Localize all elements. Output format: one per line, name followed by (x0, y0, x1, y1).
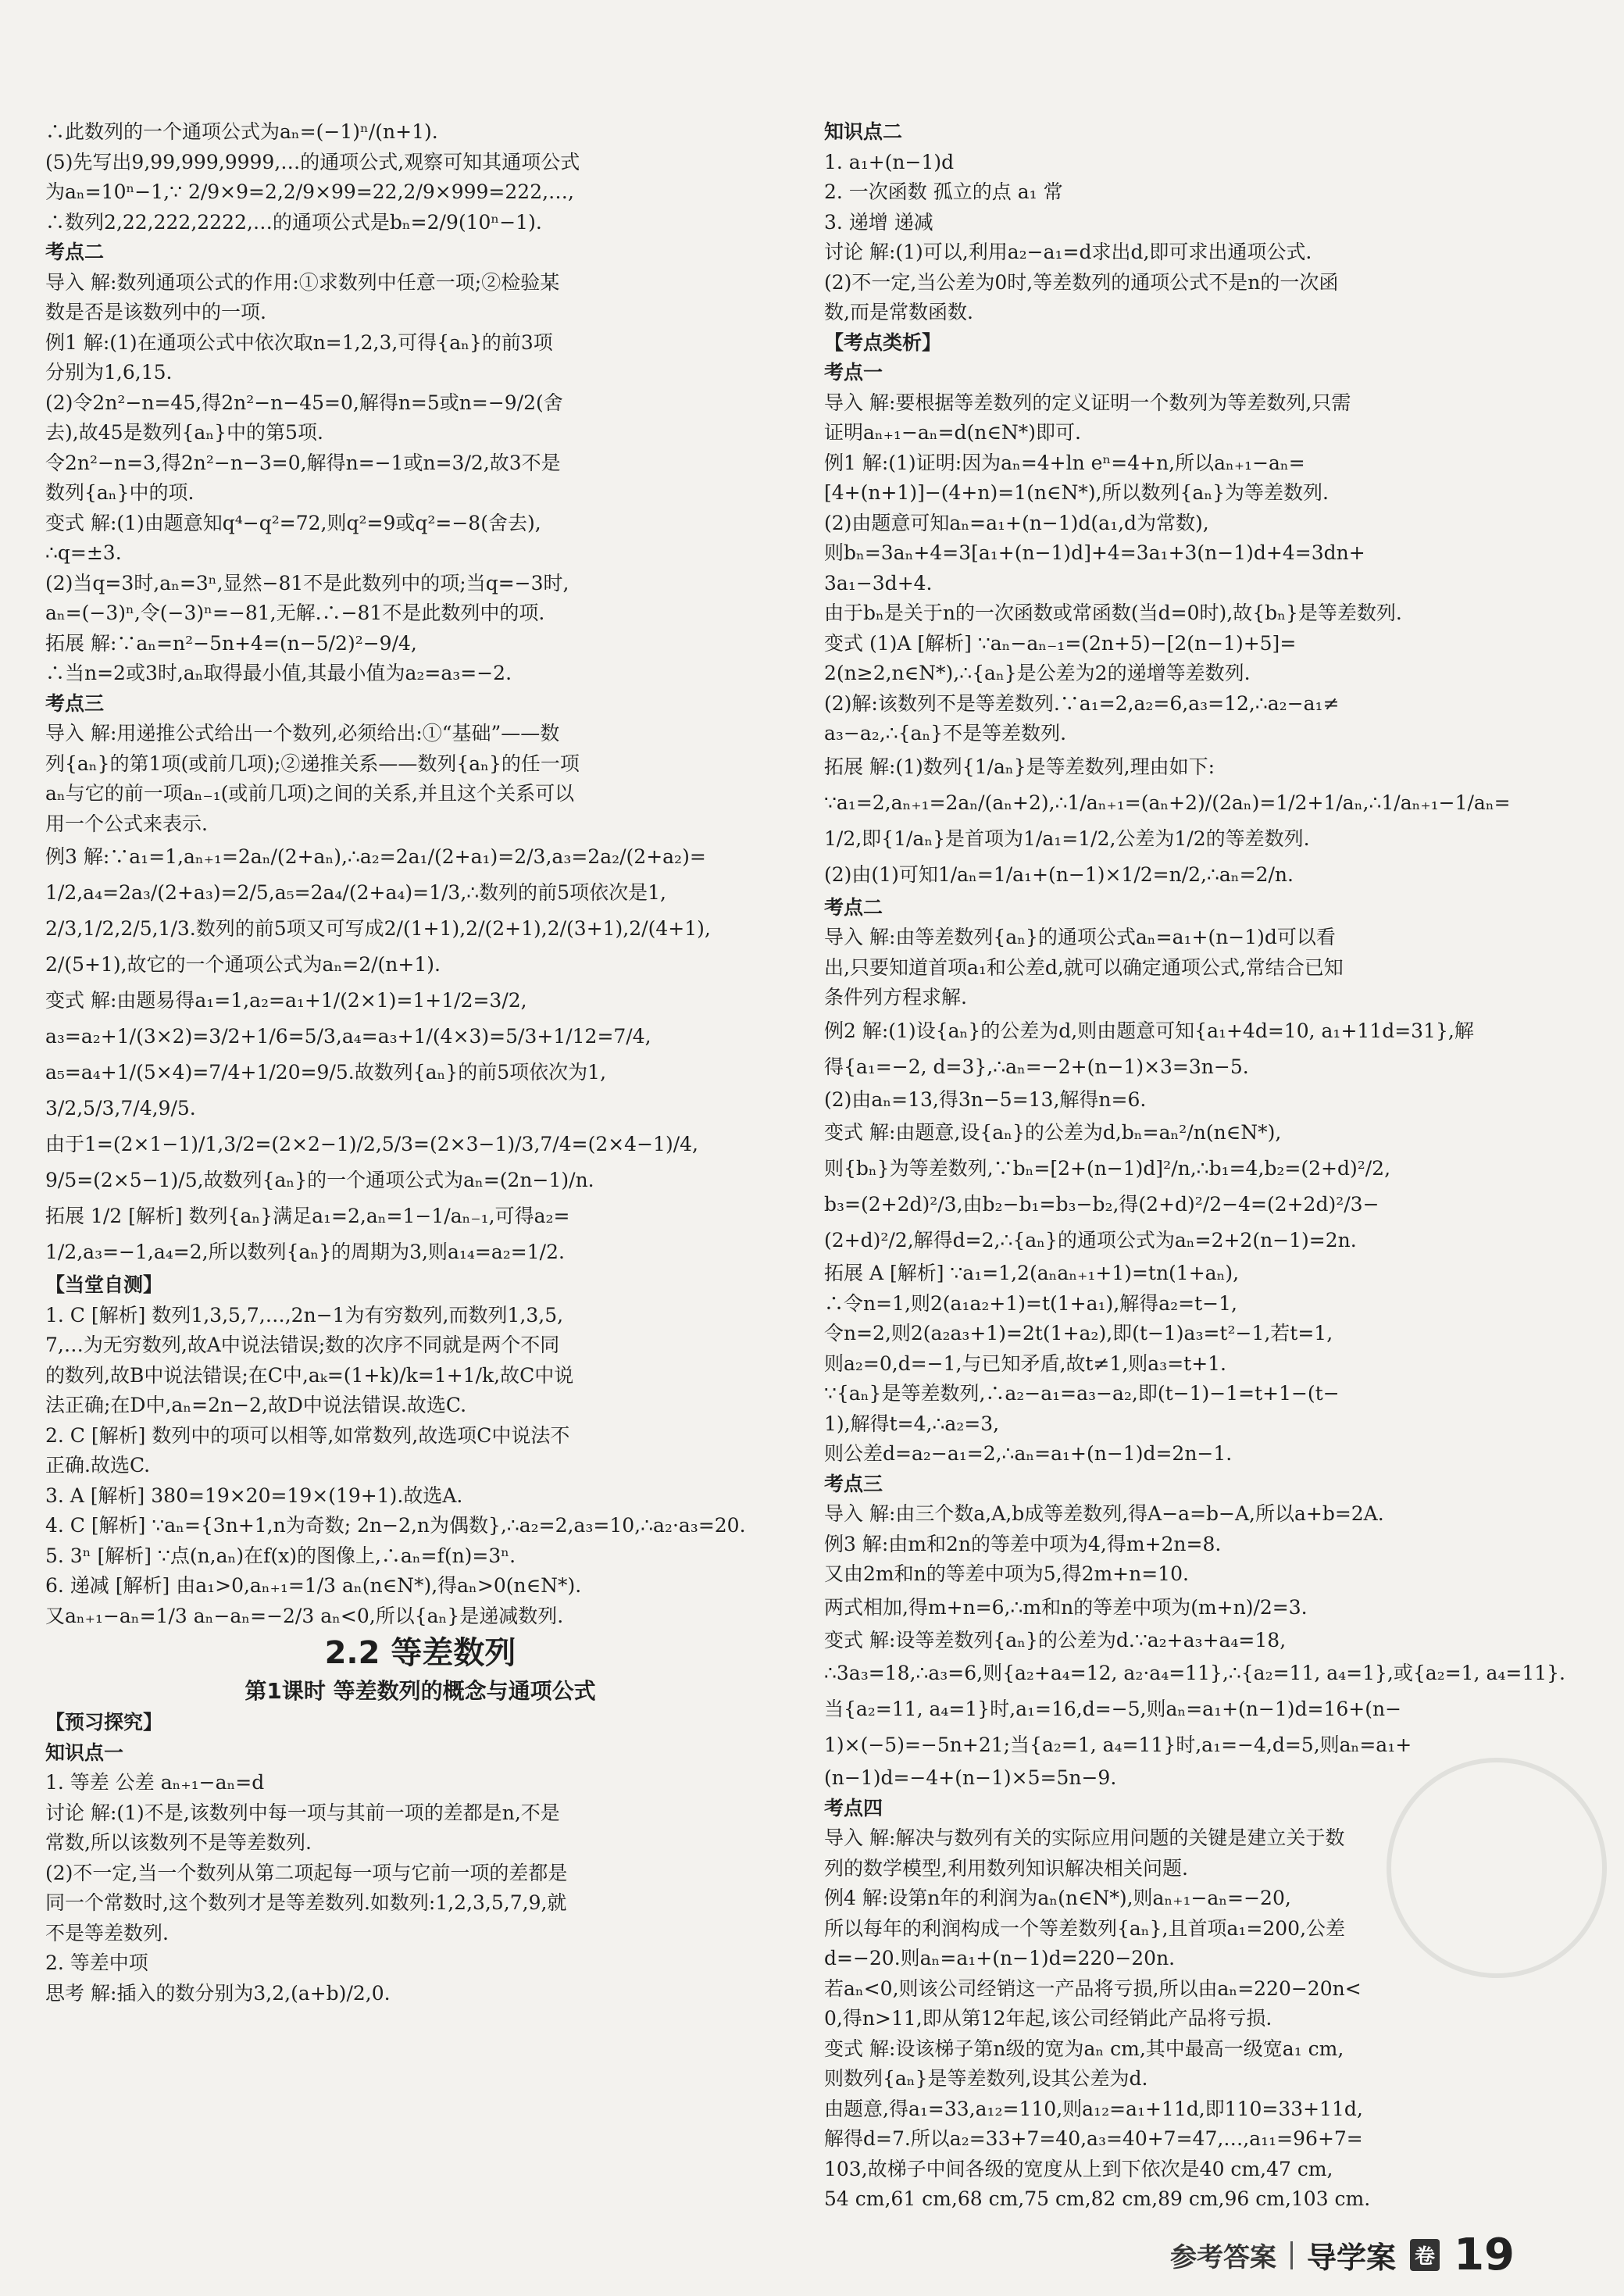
text-line: ∴q=±3. (45, 541, 122, 564)
text-line: 数是否是该数列中的一项. (45, 301, 266, 323)
text-line: 分别为1,6,15. (45, 361, 173, 384)
text-line: 列的数学模型,利用数列知识解决相关问题. (824, 1856, 1188, 1880)
text-line: 则bₙ=3aₙ+4=3[a₁+(n−1)d]+4=3a₁+3(n−1)d+4=3dn+ (824, 541, 1365, 564)
text-line: 1. a₁+(n−1)d (824, 150, 955, 173)
text-line: (2)不一定,当公差为0时,等差数列的通项公式不是n的一次函 (824, 270, 1339, 294)
footer-divider (1290, 2241, 1293, 2269)
text-line: ∴3a₃=18,∴a₃=6,则{a₂+a₄=12, a₂·a₄=11},∴{a₂=11, a₄=1},或{a₂=1, a₄=11}. (824, 1662, 1565, 1684)
text-line: (5)先写出9,99,999,9999,…的通项公式,观察可知其通项公式 (45, 150, 580, 173)
text-line: 导入 解:解决与数列有关的实际应用问题的关键是建立关于数 (824, 1826, 1345, 1849)
text-line: 2. 一次函数 孤立的点 a₁ 常 (824, 180, 1063, 203)
text-line: 变式 解:设等差数列{aₙ}的公差为d.∵a₂+a₃+a₄=18, (824, 1628, 1287, 1651)
text-line: 例1 解:(1)证明:因为aₙ=4+ln eⁿ=4+n,所以aₙ₊₁−aₙ= (824, 451, 1305, 474)
text-line: 则{bₙ}为等差数列,∵bₙ=[2+(n−1)d]²/n,∴b₁=4,b₂=(2+d)²/2, (824, 1157, 1391, 1180)
section-heading: 【预习探究】 (45, 1711, 163, 1734)
text-line: 所以每年的利润构成一个等差数列{aₙ},且首项a₁=200,公差 (824, 1916, 1346, 1940)
section-heading: 考点四 (824, 1796, 883, 1819)
section-heading: 【考点类析】 (824, 330, 942, 354)
footer-juan-badge: 卷 (1410, 2239, 1440, 2271)
text-line: 4. C [解析] ∵aₙ={3n+1,n为奇数; 2n−2,n为偶数},∴a₂=2,a₃=10,∴a₂·a₃=20. (45, 1514, 746, 1537)
text-line: 0,得n>11,即从第12年起,该公司经销此产品将亏损. (824, 2007, 1272, 2030)
text-line: 5. 3ⁿ [解析] ∵点(n,aₙ)在f(x)的图像上,∴aₙ=f(n)=3ⁿ. (45, 1544, 516, 1567)
text-line: (2+d)²/2,解得d=2,∴{aₙ}的通项公式为aₙ=2+2(n−1)=2n. (824, 1229, 1357, 1252)
section-heading: 考点三 (824, 1472, 883, 1495)
text-line: 2(n≥2,n∈N*),∴{aₙ}是公差为2的递增等差数列. (824, 662, 1251, 684)
text-line: 用一个公式来表示. (45, 812, 208, 835)
text-line: 拓展 解:(1)数列{1/aₙ}是等差数列,理由如下: (824, 755, 1215, 778)
text-line: a₅=a₄+1/(5×4)=7/4+1/20=9/5.故数列{aₙ}的前5项依次为1, (45, 1061, 607, 1084)
text-line: 拓展 A [解析] ∵a₁=1,2(aₙaₙ₊₁+1)=tn(1+aₙ), (824, 1262, 1240, 1284)
text-line: 例1 解:(1)在通项公式中依次取n=1,2,3,可得{aₙ}的前3项 (45, 330, 553, 354)
section-heading: 知识点二 (824, 120, 903, 143)
text-line: 讨论 解:(1)可以,利用a₂−a₁=d求出d,即可求出通项公式. (824, 241, 1312, 263)
text-line: 1. 等差 公差 aₙ₊₁−aₙ=d (45, 1771, 265, 1794)
text-line: 导入 解:数列通项公式的作用:①求数列中任意一项;②检验某 (45, 270, 560, 294)
text-line: 由于1=(2×1−1)/1,3/2=(2×2−1)/2,5/3=(2×3−1)/3,7/4=(2×4−1)/4, (45, 1133, 698, 1155)
text-line: 导入 解:用递推公式给出一个数列,必须给出:①“基础”——数 (45, 722, 560, 745)
lesson-title: 2.2 等差数列 (324, 1635, 516, 1671)
text-line: 例2 解:(1)设{aₙ}的公差为d,则由题意可知{a₁+4d=10, a₁+11d=31},解 (824, 1019, 1474, 1042)
text-line: 拓展 解:∵aₙ=n²−5n+4=(n−5/2)²−9/4, (45, 631, 417, 655)
text-line: 不是等差数列. (45, 1921, 169, 1944)
text-line: 9/5=(2×5−1)/5,故数列{aₙ}的一个通项公式为aₙ=(2n−1)/n. (45, 1169, 594, 1191)
text-line: 去),故45是数列{aₙ}中的第5项. (45, 421, 323, 444)
text-line: aₙ与它的前一项aₙ₋₁(或前几项)之间的关系,并且这个关系可以 (45, 782, 575, 805)
text-line: 例3 解:由m和2n的等差中项为4,得m+2n=8. (824, 1532, 1222, 1555)
text-line: 变式 解:设该梯子第n级的宽为aₙ cm,其中最高一级宽a₁ cm, (824, 2037, 1344, 2060)
text-line: 则公差d=a₂−a₁=2,∴aₙ=a₁+(n−1)d=2n−1. (824, 1442, 1233, 1465)
section-heading: 知识点一 (45, 1741, 124, 1764)
footer-label: 参考答案 (1170, 2242, 1277, 2273)
text-line: 3/2,5/3,7/4,9/5. (45, 1097, 196, 1119)
text-line: 2. 等差中项 (45, 1951, 148, 1974)
section-heading: 考点一 (824, 361, 883, 384)
text-line: 同一个常数时,这个数列才是等差数列.如数列:1,2,3,5,7,9,就 (45, 1891, 567, 1914)
text-line: 变式 (1)A [解析] ∵aₙ−aₙ₋₁=(2n+5)−[2(n−1)+5]= (824, 631, 1297, 655)
text-line: ∴数列2,22,222,2222,…的通项公式是bₙ=2/9(10ⁿ−1). (45, 210, 542, 234)
text-line: 导入 解:由等差数列{aₙ}的通项公式aₙ=a₁+(n−1)d可以看 (824, 926, 1336, 948)
text-line: 导入 解:由三个数a,A,b成等差数列,得A−a=b−A,所以a+b=2A. (824, 1502, 1384, 1525)
text-line: a₃=a₂+1/(3×2)=3/2+1/6=5/3,a₄=a₃+1/(4×3)=5/3+1/12=7/4, (45, 1025, 651, 1048)
text-line: 若aₙ<0,则该公司经销这一产品将亏损,所以由aₙ=220−20n< (824, 1976, 1362, 2000)
text-line: [4+(n+1)]−(4+n)=1(n∈N*),所以数列{aₙ}为等差数列. (824, 481, 1329, 504)
text-line: 变式 解:(1)由题意知q⁴−q²=72,则q²=9或q²=−8(舍去), (45, 511, 541, 534)
text-line: 出,只要知道首项a₁和公差d,就可以确定通项公式,常结合已知 (824, 955, 1344, 979)
text-line: ∴当n=2或3时,aₙ取得最小值,其最小值为a₂=a₃=−2. (45, 662, 512, 684)
section-heading: 考点二 (824, 895, 883, 919)
page-number: 19 (1454, 2230, 1515, 2280)
text-line: ∵a₁=2,aₙ₊₁=2aₙ/(aₙ+2),∴1/aₙ₊₁=(aₙ+2)/(2aₙ)=1/2+1/aₙ,∴1/aₙ₊₁−1/aₙ= (824, 791, 1511, 814)
text-line: 又aₙ₊₁−aₙ=1/3 aₙ−aₙ=−2/3 aₙ<0,所以{aₙ}是递减数列. (45, 1604, 564, 1627)
text-line: 令n=2,则2(a₂a₃+1)=2t(1+a₂),即(t−1)a₃=t²−1,若t=1, (824, 1322, 1333, 1344)
text-line: 数,而是常数函数. (824, 301, 973, 323)
text-line: 的数列,故B中说法错误;在C中,aₖ=(1+k)/k=1+1/k,故C中说 (45, 1363, 574, 1387)
text-line: 拓展 1/2 [解析] 数列{aₙ}满足a₁=2,aₙ=1−1/aₙ₋₁,可得a₂= (45, 1205, 570, 1227)
text-line: 2/3,1/2,2/5,1/3.数列的前5项又可写成2/(1+1),2/(2+1),2/(3+1),2/(4+1), (45, 917, 711, 940)
text-line: 1/2,a₄=2a₃/(2+a₃)=2/5,a₅=2a₄/(2+a₄)=1/3,∴数列的前5项依次是1, (45, 881, 666, 904)
text-line: 常数,所以该数列不是等差数列. (45, 1831, 312, 1854)
text-line: (2)由题意可知aₙ=a₁+(n−1)d(a₁,d为常数), (824, 511, 1209, 534)
text-line: 3. 递增 递减 (824, 210, 933, 234)
text-line: 1/2,即{1/aₙ}是首项为1/a₁=1/2,公差为1/2的等差数列. (824, 827, 1310, 850)
text-line: 2. C [解析] 数列中的项可以相等,如常数列,故选项C中说法不 (45, 1423, 570, 1447)
text-line: 数列{aₙ}中的项. (45, 481, 195, 504)
text-line: ∴令n=1,则2(a₁a₂+1)=t(1+a₁),解得a₂=t−1, (824, 1291, 1237, 1315)
text-line: 例4 解:设第n年的利润为aₙ(n∈N*),则aₙ₊₁−aₙ=−20, (824, 1887, 1291, 1909)
text-line: 3. A [解析] 380=19×20=19×(19+1).故选A. (45, 1484, 463, 1507)
text-line: 103,故梯子中间各级的宽度从上到下依次是40 cm,47 cm, (824, 2157, 1333, 2180)
text-line: 令2n²−n=3,得2n²−n−3=0,解得n=−1或n=3/2,故3不是 (45, 451, 561, 474)
section-heading: 【当堂自测】 (45, 1273, 163, 1296)
left-column (45, 117, 795, 2009)
text-line: 为aₙ=10ⁿ−1,∵ 2/9×9=2,2/9×99=22,2/9×999=222,…, (45, 180, 574, 203)
text-line: 变式 解:由题易得a₁=1,a₂=a₁+1/(2×1)=1+1/2=3/2, (45, 989, 527, 1012)
text-line: 则a₂=0,d=−1,与已知矛盾,故t≠1,则a₃=t+1. (824, 1352, 1226, 1375)
text-line: 列{aₙ}的第1项(或前几项);②递推关系——数列{aₙ}的任一项 (45, 752, 580, 775)
footer-brand: 导学案 (1307, 2241, 1397, 2275)
text-line: ∴此数列的一个通项公式为aₙ=(−1)ⁿ/(n+1). (45, 120, 438, 143)
text-line: 1),解得t=4,∴a₂=3, (824, 1412, 1000, 1435)
text-line: (2)不一定,当一个数列从第二项起每一项与它前一项的差都是 (45, 1861, 568, 1884)
text-line: 讨论 解:(1)不是,该数列中每一项与其前一项的差都是n,不是 (45, 1801, 560, 1824)
text-line: (2)令2n²−n=45,得2n²−n−45=0,解得n=5或n=−9/2(舍 (45, 391, 563, 414)
text-line: 3a₁−3d+4. (824, 571, 933, 595)
text-line: 导入 解:要根据等差数列的定义证明一个数列为等差数列,只需 (824, 391, 1351, 414)
text-line: a₃−a₂,∴{aₙ}不是等差数列. (824, 722, 1067, 745)
text-line: 正确.故选C. (45, 1454, 151, 1477)
text-line: (2)解:该数列不是等差数列.∵a₁=2,a₂=6,a₃=12,∴a₂−a₁≠ (824, 691, 1340, 715)
text-line: 法正确;在D中,aₙ=2n−2,故D中说法错误.故选C. (45, 1394, 467, 1416)
text-line: 证明aₙ₊₁−aₙ=d(n∈N*)即可. (824, 421, 1081, 444)
page-footer (1170, 2230, 1515, 2280)
text-line: d=−20.则aₙ=a₁+(n−1)d=220−20n. (824, 1947, 1176, 1969)
section-heading: 考点二 (45, 241, 105, 263)
text-line: 6. 递减 [解析] 由a₁>0,aₙ₊₁=1/3 aₙ(n∈N*),得aₙ>0(n∈N*). (45, 1574, 582, 1597)
text-line: (2)当q=3时,aₙ=3ⁿ,显然−81不是此数列中的项;当q=−3时, (45, 571, 569, 595)
text-line: (2)由aₙ=13,得3n−5=13,解得n=6. (824, 1087, 1147, 1111)
text-line: 条件列方程求解. (824, 986, 967, 1009)
text-line: 1. C [解析] 数列1,3,5,7,…,2n−1为有穷数列,而数列1,3,5, (45, 1303, 564, 1327)
text-line: (2)由(1)可知1/aₙ=1/a₁+(n−1)×1/2=n/2,∴aₙ=2/n. (824, 862, 1294, 886)
text-line: 当{a₂=11, a₄=1}时,a₁=16,d=−5,则aₙ=a₁+(n−1)d=16+(n− (824, 1698, 1402, 1720)
text-line: 解得d=7.所以a₂=33+7=40,a₃=40+7=47,…,a₁₁=96+7= (824, 2127, 1363, 2150)
text-line: 两式相加,得m+n=6,∴m和n的等差中项为(m+n)/2=3. (824, 1595, 1308, 1619)
text-line: 变式 解:由题意,设{aₙ}的公差为d,bₙ=aₙ²/n(n∈N*), (824, 1121, 1282, 1144)
lesson-subtitle: 第1课时 等差数列的概念与通项公式 (244, 1678, 596, 1704)
text-line: 思考 解:插入的数分别为3,2,(a+b)/2,0. (45, 1981, 391, 2005)
text-line: 2/(5+1),故它的一个通项公式为aₙ=2/(n+1). (45, 953, 441, 976)
text-line: 例3 解:∵a₁=1,aₙ₊₁=2aₙ/(2+aₙ),∴a₂=2a₁/(2+a₁)=2/3,a₃=2a₂/(2+a₂)= (45, 845, 706, 868)
text-line: 得{a₁=−2, d=3},∴aₙ=−2+(n−1)×3=3n−5. (824, 1055, 1249, 1078)
text-line: ∵{aₙ}是等差数列,∴a₂−a₁=a₃−a₂,即(t−1)−1=t+1−(t− (824, 1382, 1340, 1405)
text-line: 1)×(−5)=−5n+21;当{a₂=1, a₄=11}时,a₁=−4,d=5,则aₙ=a₁+ (824, 1734, 1412, 1756)
text-line: 7,…为无穷数列,故A中说法错误;数的次序不同就是两个不同 (45, 1334, 560, 1356)
text-line: 由题意,得a₁=33,a₁₂=110,则a₁₂=a₁+11d,即110=33+11d, (824, 2097, 1363, 2120)
stamp-watermark (1387, 1758, 1607, 1978)
text-line: 由于bₙ是关于n的一次函数或常函数(当d=0时),故{bₙ}是等差数列. (824, 602, 1402, 624)
text-line: aₙ=(−3)ⁿ,令(−3)ⁿ=−81,无解.∴−81不是此数列中的项. (45, 602, 545, 624)
text-line: 1/2,a₃=−1,a₄=2,所以数列{aₙ}的周期为3,则a₁₄=a₂=1/2. (45, 1241, 565, 1263)
text-line: (n−1)d=−4+(n−1)×5=5n−9. (824, 1766, 1117, 1789)
text-line: 则数列{aₙ}是等差数列,设其公差为d. (824, 2067, 1148, 2090)
section-heading: 考点三 (45, 691, 105, 715)
text-line: 又由2m和n的等差中项为5,得2m+n=10. (824, 1562, 1189, 1585)
text-line: 54 cm,61 cm,68 cm,75 cm,82 cm,89 cm,96 cm,103 cm. (824, 2187, 1371, 2210)
text-line: b₃=(2+2d)²/3,由b₂−b₁=b₃−b₂,得(2+d)²/2−4=(2+2d)²/3− (824, 1193, 1380, 1216)
